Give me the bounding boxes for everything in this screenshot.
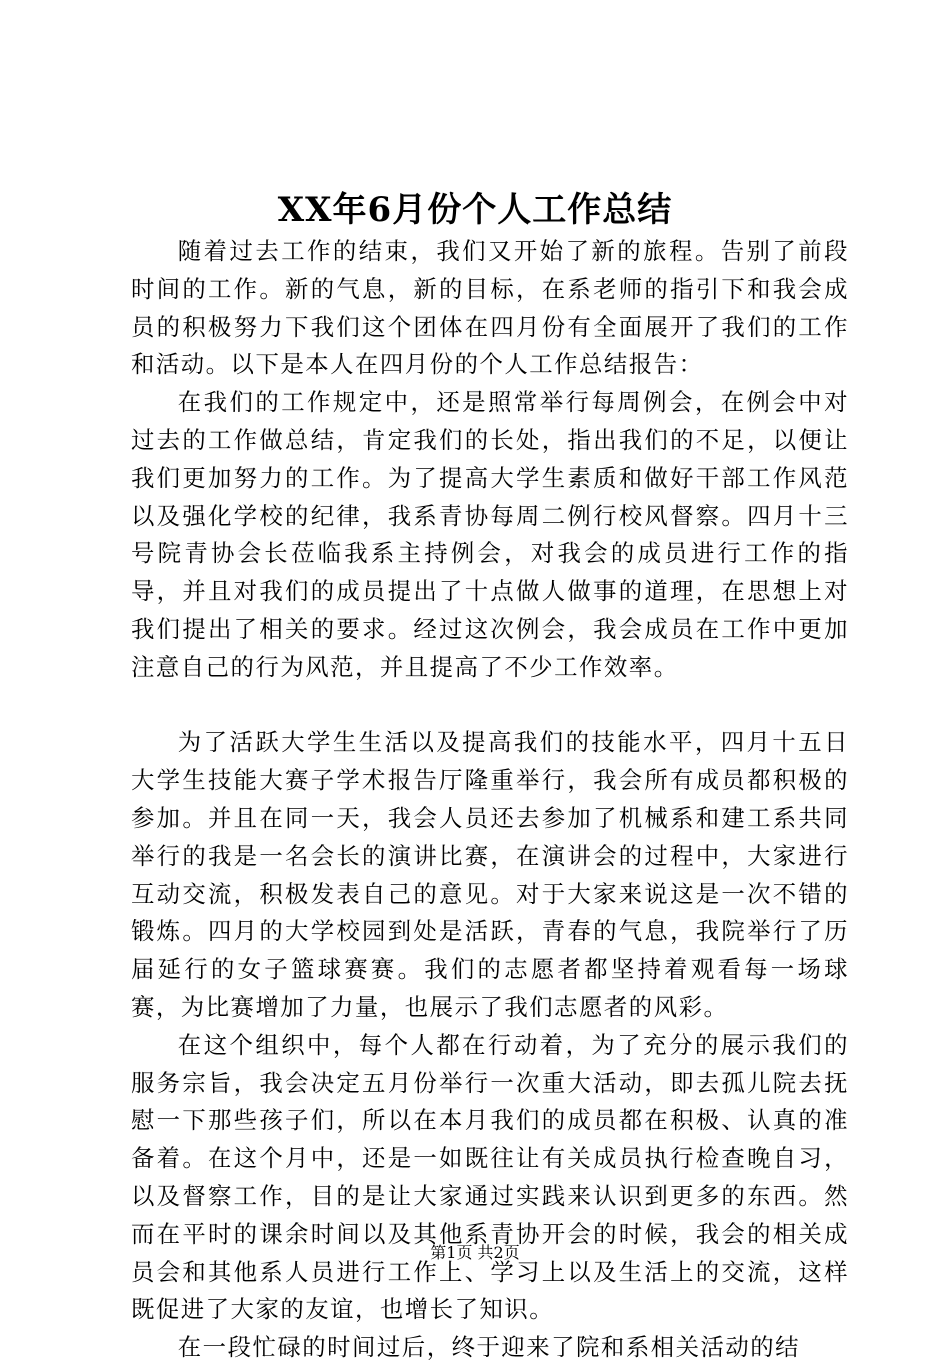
paragraph-2: 在我们的工作规定中，还是照常举行每周例会，在例会中对过去的工作做总结，肯定我们的长处，指出我们的不足，以便让我们更加努力的工作。为了提高大学生素质和做好干部工作风范以及强化学校的纪律，我系青协每周二例行校风督察。四月十三号院青协会长莅临我系主持例会，对我会的成员进行工作的指导，并且对我们的成员提出了十点做人做事的道理，在思想上对我们提出了相关的要求。经过这次例会，我会成员在工作中更加注意自己的行为风范，并且提高了不少工作效率。 (131, 388, 849, 681)
page-number-footer: 第1页 共2页 (430, 1243, 520, 1262)
paragraph-1: 随着过去工作的结束，我们又开始了新的旅程。告别了前段时间的工作。新的气息，新的目标，在系老师的指引下和我会成员的积极努力下我们这个团体在四月份有全面展开了我们的工作和活动。以下是本人在四月份的个人工作总结报告： (131, 237, 849, 379)
paragraph-3: 为了活跃大学生生活以及提高我们的技能水平，四月十五日大学生技能大赛子学术报告厅隆重举行，我会所有成员都积极的参加。并且在同一天，我会人员还去参加了机械系和建工系共同举行的我是一名会长的演讲比赛，在演讲会的过程中，大家进行互动交流，积极发表自己的意见。对于大家来说这是一次不错的锻炼。四月的大学校园到处是活跃，青春的气息，我院举行了历届延行的女子篮球赛赛。我们的志愿者都坚持着观看每一场球赛，为比赛增加了力量，也展示了我们志愿者的风彩。 (131, 728, 849, 1021)
document-body (131, 233, 849, 1367)
paragraph-5: 在一段忙碌的时间过后，终于迎来了院和系相关活动的结 (177, 1333, 801, 1362)
paragraph-spacer (131, 687, 849, 725)
document-title: XX年6月份个人工作总结 (277, 190, 673, 230)
paragraph-4: 在这个组织中，每个人都在行动着，为了充分的展示我们的服务宗旨，我会决定五月份举行一次重大活动，即去孤儿院去抚慰一下那些孩子们，所以在本月我们的成员都在积极、认真的准备着。在这个月中，还是一如既往让有关成员执行检查晚自习，以及督察工作，目的是让大家通过实践来认识到更多的东西。然而在平时的课余时间以及其他系青协开会的时候，我会的相关成员会和其他系人员进行工作上、学习上以及生活上的交流，这样既促进了大家的友谊，也增长了知识。 (131, 1030, 849, 1324)
